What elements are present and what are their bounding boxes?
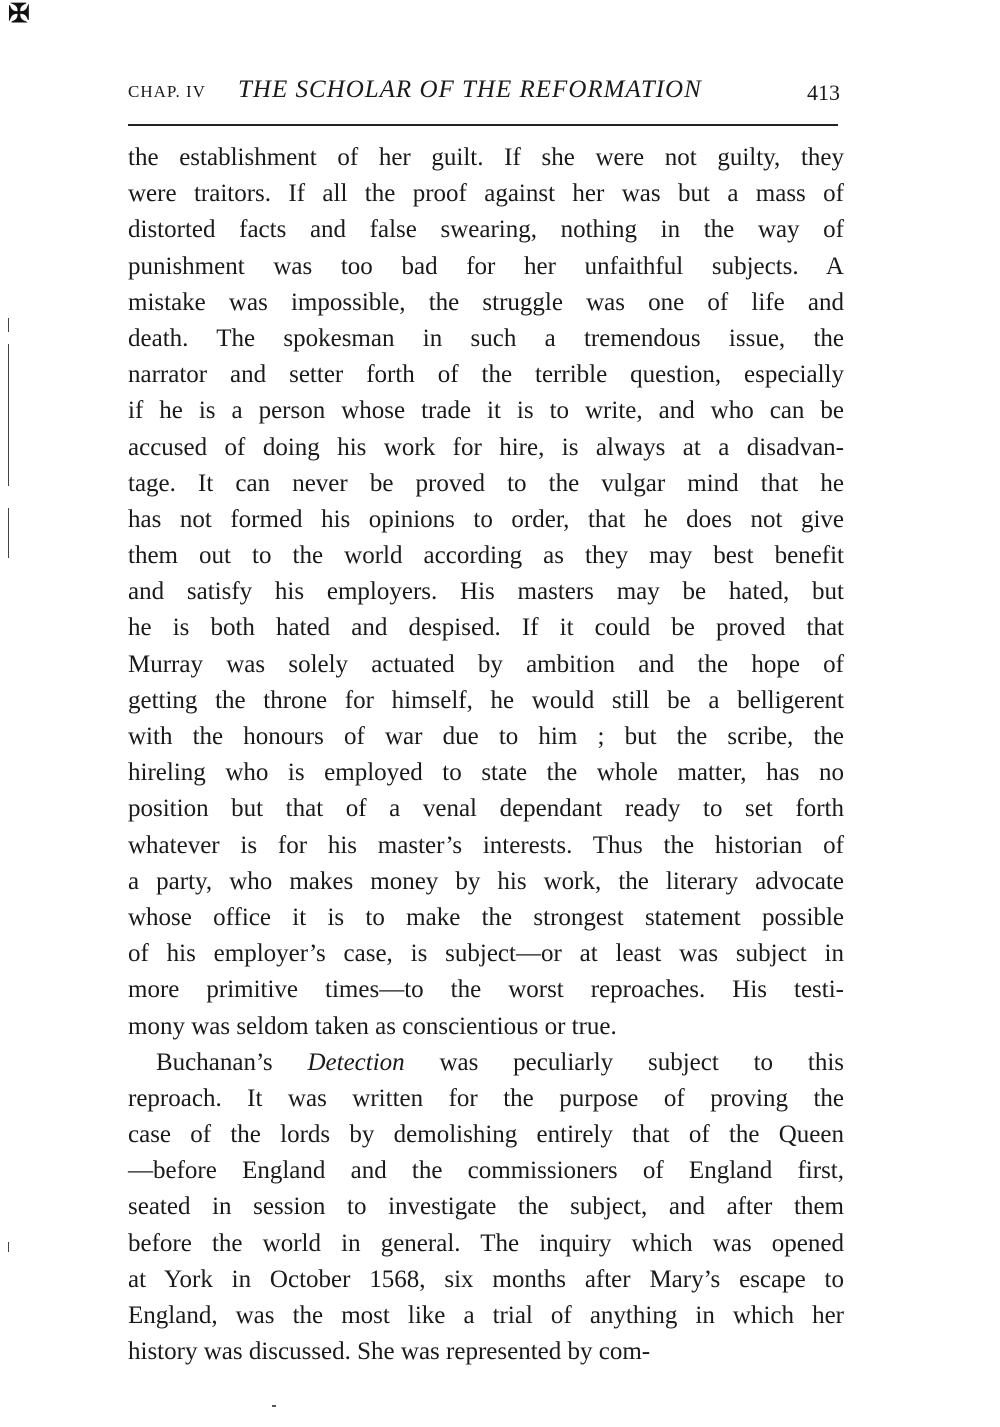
scan-corner-mark: ✠ xyxy=(8,0,30,28)
paragraph xyxy=(128,1045,844,1371)
text-line: death. The spokesman in such a tremendous issue, the xyxy=(128,324,844,352)
text-segment: Buchanan’s xyxy=(156,1048,308,1076)
text-line: before the world in general. The inquiry which was opened xyxy=(128,1229,844,1257)
text-line: more primitive times—to the worst reproaches. His testi- xyxy=(128,976,844,1004)
book-title-italic: Detection xyxy=(307,1048,405,1076)
body-text xyxy=(128,140,844,1370)
scan-speck xyxy=(272,1405,276,1407)
text-line: he is both hated and despised. If it could be proved that xyxy=(128,614,844,642)
chapter-label: CHAP. IV xyxy=(128,82,206,101)
paragraph xyxy=(128,140,844,1045)
text-line: the establishment of her guilt. If she were not guilty, they xyxy=(128,144,844,171)
text-line: getting the throne for himself, he would still be a belligerent xyxy=(128,686,844,714)
text-line: whatever is for his master’s interests. Thus the historian of xyxy=(128,831,844,859)
text-line: England, was the most like a trial of anything in which her xyxy=(128,1302,844,1329)
margin-mark xyxy=(8,344,9,486)
running-title: THE SCHOLAR OF THE REFORMATION xyxy=(238,76,702,103)
text-line: position but that of a venal dependant ready to set forth xyxy=(128,795,844,823)
page-number: 413 xyxy=(807,80,840,105)
text-segment: was peculiarly subject to this xyxy=(404,1048,844,1076)
text-line: at York in October 1568, six months after Mary’s escape to xyxy=(128,1265,844,1293)
text-line xyxy=(128,1045,844,1081)
margin-mark xyxy=(8,508,9,558)
margin-mark xyxy=(8,1242,9,1252)
text-line: with the honours of war due to him ; but the scribe, the xyxy=(128,723,844,750)
text-line: history was discussed. She was represented by com- xyxy=(128,1338,651,1366)
text-line: were traitors. If all the proof against her was but a mass of xyxy=(128,180,844,208)
text-line: them out to the world according as they may best benefit xyxy=(128,542,844,570)
text-line: and satisfy his employers. His masters may be hated, but xyxy=(128,578,844,606)
text-line: case of the lords by demolishing entirely that of the Queen xyxy=(128,1121,844,1149)
text-line: a party, who makes money by his work, the literary advocate xyxy=(128,867,844,895)
text-line: whose office it is to make the strongest statement possible xyxy=(128,903,844,931)
text-line: tage. It can never be proved to the vulgar mind that he xyxy=(128,469,844,497)
running-head xyxy=(128,76,844,112)
text-line: punishment was too bad for her unfaithful subjects. A xyxy=(128,252,844,280)
text-line: narrator and setter forth of the terrible question, especially xyxy=(128,361,844,389)
text-line: Murray was solely actuated by ambition and the hope of xyxy=(128,650,844,678)
text-line: distorted facts and false swearing, nothing in the way of xyxy=(128,216,844,244)
text-line: accused of doing his work for hire, is always at a disadvan- xyxy=(128,433,844,461)
text-line: seated in session to investigate the subject, and after them xyxy=(128,1193,844,1221)
text-line: mistake was impossible, the struggle was one of life and xyxy=(128,288,844,316)
text-line: hireling who is employed to state the whole matter, has no xyxy=(128,759,844,787)
text-line: —before England and the commissioners of England first, xyxy=(128,1157,844,1185)
header-rule xyxy=(128,124,838,126)
text-line: reproach. It was written for the purpose of proving the xyxy=(128,1084,844,1112)
text-line: of his employer’s case, is subject—or at least was subject in xyxy=(128,940,844,968)
margin-mark xyxy=(8,318,9,332)
text-line: mony was seldom taken as conscientious or true. xyxy=(128,1012,617,1040)
text-line: if he is a person whose trade it is to write, and who can be xyxy=(128,397,844,425)
text-line: has not formed his opinions to order, that he does not give xyxy=(128,505,844,533)
